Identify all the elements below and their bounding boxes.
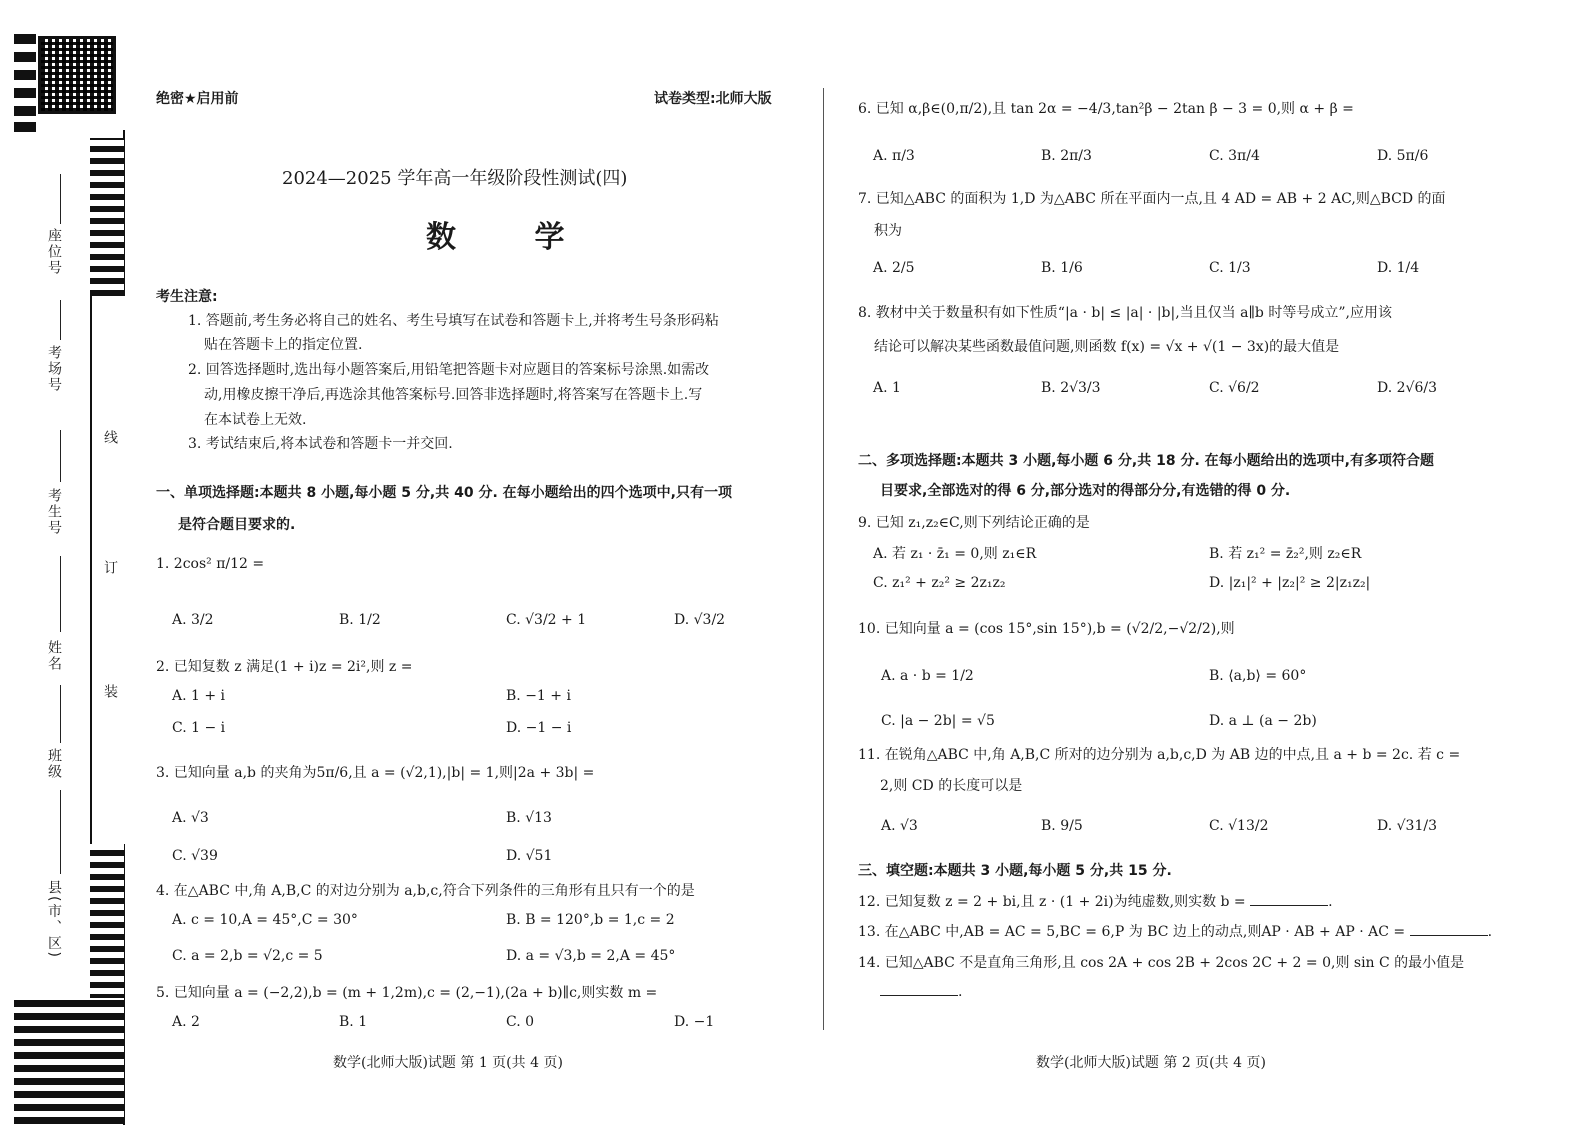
footer-left: 数学(北师大版)试题 第 1 页(共 4 页): [333, 1055, 563, 1071]
q11-option-b: B. 9/5: [1041, 818, 1083, 834]
q8-option-d: D. 2√6/3: [1377, 380, 1437, 396]
q6-option-d: D. 5π/6: [1377, 148, 1429, 164]
q1-option-d: D. √3/2: [674, 612, 726, 628]
q2-stem: 2. 已知复数 z 满足(1 + i)z = 2i²,则 z =: [156, 659, 413, 675]
q12: [858, 891, 1333, 911]
q9-option-d: D. |z₁|² + |z₂|² ≥ 2|z₁z₂|: [1209, 575, 1371, 591]
q6-option-b: B. 2π/3: [1041, 148, 1092, 164]
q5-option-c: C. 0: [506, 1014, 535, 1030]
binding-label-county: 县(市、区): [46, 880, 62, 959]
q13-text: 13. 在△ABC 中,AB = AC = 5,BC = 6,P 为 BC 边上的动点,则AP · AB + AP · AC =: [858, 924, 1406, 940]
q5-option-b: B. 1: [339, 1014, 368, 1030]
section1-heading: 一、单项选择题:本题共 8 小题,每小题 5 分,共 40 分. 在每小题给出的四个选项中,只有一项: [156, 485, 732, 501]
q7-option-b: B. 1/6: [1041, 260, 1083, 276]
notice-line: 2. 回答选择题时,选出每小题答案后,用铅笔把答题卡对应题目的答案标号涂黑.如需改: [188, 362, 710, 378]
q7-stem: 7. 已知△ABC 的面积为 1,D 为△ABC 所在平面内一点,且 4 AD = AB + 2 AC,则△BCD 的面: [858, 191, 1446, 207]
q4-option-a: A. c = 10,A = 45°,C = 30°: [172, 912, 358, 928]
notice-line: 贴在答题卡上的指定位置.: [204, 337, 363, 353]
q4-stem: 4. 在△ABC 中,角 A,B,C 的对边分别为 a,b,c,符合下列条件的三角形有且只有一个的是: [156, 883, 695, 899]
notice-line: 1. 答题前,考生务必将自己的姓名、考生号填写在试卷和答题卡上,并将考生号条形码粘: [188, 313, 719, 329]
q14-stem: 14. 已知△ABC 不是直角三角形,且 cos 2A + cos 2B + 2cos 2C + 2 = 0,则 sin C 的最小值是: [858, 955, 1465, 971]
binding-label-room: 考场号: [46, 345, 62, 393]
notice-line: 3. 考试结束后,将本试卷和答题卡一并交回.: [188, 436, 453, 452]
q2-option-c: C. 1 − i: [172, 720, 226, 736]
q7-stem-cont: 积为: [874, 223, 902, 239]
q9-option-b: B. 若 z₁² = z̄₂²,则 z₂∈R: [1209, 546, 1362, 562]
q11-option-a: A. √3: [881, 818, 918, 834]
q7-option-c: C. 1/3: [1209, 260, 1251, 276]
q8-stem-cont: 结论可以解决某些函数最值问题,则函数 f(x) = √x + √(1 − 3x)的最大值是: [874, 339, 1340, 355]
q11-option-c: C. √13/2: [1209, 818, 1269, 834]
q12-blank[interactable]: [1250, 905, 1328, 906]
q7-option-a: A. 2/5: [873, 260, 915, 276]
q4-option-d: D. a = √3,b = 2,A = 45°: [506, 948, 676, 964]
column-divider: [823, 88, 824, 1030]
binding-mark-staple: 订: [102, 560, 118, 576]
q11-option-d: D. √31/3: [1377, 818, 1437, 834]
q14-answer-line: [880, 984, 962, 1000]
q5-option-d: D. −1: [674, 1014, 715, 1030]
q1-option-a: A. 3/2: [172, 612, 214, 628]
binding-label-class: 班级: [46, 748, 62, 780]
binding-label-seat: 座位号: [46, 228, 62, 276]
q6-option-c: C. 3π/4: [1209, 148, 1260, 164]
q8-option-c: C. √6/2: [1209, 380, 1260, 396]
barcode-bottom: [14, 998, 124, 1124]
q8-option-a: A. 1: [873, 380, 901, 396]
q3-option-a: A. √3: [172, 810, 209, 826]
q1-option-b: B. 1/2: [339, 612, 381, 628]
notice-line: 在本试卷上无效.: [204, 412, 307, 428]
q11-stem-cont: 2,则 CD 的长度可以是: [880, 778, 1023, 794]
q3-option-b: B. √13: [506, 810, 552, 826]
q10-option-a: A. a · b = 1/2: [881, 668, 974, 684]
binding-label-examinee: 考生号: [46, 488, 62, 536]
q8-option-b: B. 2√3/3: [1041, 380, 1101, 396]
q13: [858, 921, 1492, 941]
q8-stem: 8. 教材中关于数量积有如下性质“|a · b| ≤ |a| · |b|,当且仅当 a∥b 时等号成立”,应用该: [858, 305, 1392, 321]
q2-option-a: A. 1 + i: [172, 688, 226, 704]
q1-option-c: C. √3/2 + 1: [506, 612, 587, 628]
binding-label-name: 姓名: [46, 640, 62, 672]
secret-label: 绝密★启用前: [156, 91, 239, 107]
q10-option-b: B. ⟨a,b⟩ = 60°: [1209, 668, 1307, 684]
q12-text: 12. 已知复数 z = 2 + bi,且 z · (1 + 2i)为纯虚数,则实数 b =: [858, 894, 1246, 910]
q2-option-b: B. −1 + i: [506, 688, 571, 704]
q4-option-c: C. a = 2,b = √2,c = 5: [172, 948, 323, 964]
q5-stem: 5. 已知向量 a = (−2,2),b = (m + 1,2m),c = (2,−1),(2a + b)∥c,则实数 m =: [156, 985, 658, 1001]
section1-heading-cont: 是符合题目要求的.: [178, 517, 296, 533]
q1-stem: 1. 2cos² π/12 =: [156, 556, 265, 572]
q4-option-b: B. B = 120°,b = 1,c = 2: [506, 912, 675, 928]
q6-stem: 6. 已知 α,β∈(0,π/2),且 tan 2α = −4/3,tan²β − 2tan β − 3 = 0,则 α + β =: [858, 101, 1354, 117]
q3-option-c: C. √39: [172, 848, 218, 864]
q11-stem: 11. 在锐角△ABC 中,角 A,B,C 所对的边分别为 a,b,c,D 为 AB 边的中点,且 a + b = 2c. 若 c =: [858, 747, 1461, 763]
q5-option-a: A. 2: [172, 1014, 200, 1030]
q2-option-d: D. −1 − i: [506, 720, 572, 736]
q6-option-a: A. π/3: [873, 148, 915, 164]
section2-heading-cont: 目要求,全部选对的得 6 分,部分选对的得部分分,有选错的得 0 分.: [880, 483, 1291, 499]
q7-option-d: D. 1/4: [1377, 260, 1420, 276]
notice-line: 动,用橡皮擦干净后,再选涂其他答案标号.回答非选择题时,将答案写在答题卡上.写: [204, 387, 703, 403]
q10-option-c: C. |a − 2b| = √5: [881, 713, 995, 729]
q9-option-a: A. 若 z₁ · z̄₁ = 0,则 z₁∈R: [873, 546, 1037, 562]
binding-mark-line: 线: [102, 430, 118, 446]
q14-blank[interactable]: [880, 995, 958, 996]
section3-heading: 三、填空题:本题共 3 小题,每小题 5 分,共 15 分.: [858, 863, 1172, 879]
footer-right: 数学(北师大版)试题 第 2 页(共 4 页): [1036, 1055, 1266, 1071]
q10-option-d: D. a ⊥ (a − 2b): [1209, 713, 1317, 729]
paper-type: 试卷类型:北师大版: [654, 91, 772, 107]
qr-code: [38, 36, 116, 114]
section2-heading: 二、多项选择题:本题共 3 小题,每小题 6 分,共 18 分. 在每小题给出的选项中,有多项符合题: [858, 453, 1434, 469]
q3-option-d: D. √51: [506, 848, 553, 864]
q13-period: .: [1487, 924, 1493, 940]
q9-stem: 9. 已知 z₁,z₂∈C,则下列结论正确的是: [858, 515, 1090, 531]
exam-title: 2024—2025 学年高一年级阶段性测试(四): [282, 168, 628, 189]
q10-stem: 10. 已知向量 a = (cos 15°,sin 15°),b = (√2/2,−√2/2),则: [858, 621, 1235, 637]
q12-period: .: [1328, 894, 1333, 910]
q3-stem: 3. 已知向量 a,b 的夹角为5π/6,且 a = (√2,1),|b| = 1,则|2a + 3b| =: [156, 765, 595, 781]
q9-option-c: C. z₁² + z₂² ≥ 2z₁z₂: [873, 575, 1006, 591]
q13-blank[interactable]: [1410, 935, 1488, 936]
subject-title: 数 学: [426, 220, 599, 255]
binding-mark-bind: 装: [102, 684, 118, 700]
q14-period: .: [958, 984, 963, 1000]
notice-heading: 考生注意:: [156, 289, 218, 305]
